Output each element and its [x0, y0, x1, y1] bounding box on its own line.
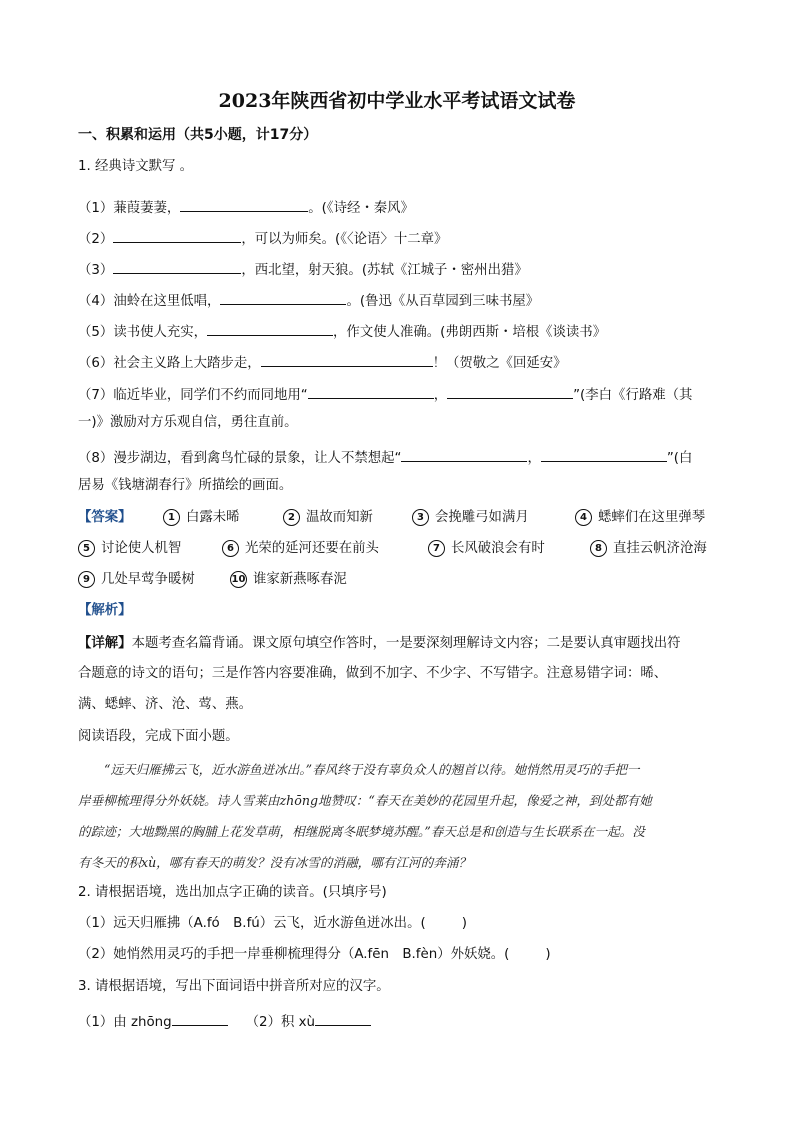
- q2-item-2: （2）她悄然用灵巧的手把一岸垂柳梳理得分（A.fēn B.fèn）外妖娆。( ): [78, 947, 551, 962]
- q1-item-3: （3） ，西北望，射天狼。(苏轼《江城子・密州出猎》: [78, 258, 528, 281]
- answer-item: 5 讨论使人机智: [78, 539, 181, 559]
- passage-line: 的踪迹；大地黝黑的胸脯上花发草萌，相继脱离冬眠梦境苏醒。”春天总是和创造与生长联系在一起。没: [78, 824, 645, 839]
- answer-item: 9 几处早莺争暖树: [78, 570, 195, 590]
- q2-item-1: （1）远天归雁拂（A.fó B.fú）云飞，近水游鱼迸冰出。( ): [78, 916, 467, 931]
- q1-item-5: （5）读书使人充实， ，作文使人准确。(弗朗西斯・培根《谈读书》: [78, 320, 606, 343]
- detail-tag: 【详解】: [78, 636, 132, 651]
- fill-blank[interactable]: [401, 446, 527, 462]
- answer-item: 10 谁家新燕啄春泥: [231, 572, 347, 587]
- passage-line: 有冬天的积xù，哪有春天的萌发？没有冰雪的消融，哪有江河的奔涌？: [78, 855, 472, 870]
- answer-item: 2 温故而知新: [283, 508, 373, 528]
- fill-blank[interactable]: [261, 351, 433, 367]
- q1-item-7: （7）临近毕业，同学们不约而同地用“ ， ”(李白《行路难（其: [78, 383, 692, 406]
- q1-stem: 1. 经典诗文默写 。: [78, 159, 194, 174]
- answer-tag: 【答案】: [78, 510, 132, 525]
- fill-blank[interactable]: [315, 1010, 371, 1026]
- q1-item-8: （8）漫步湖边，看到禽鸟忙碌的景象，让人不禁想起“ ， ”(白: [78, 446, 692, 469]
- fill-blank[interactable]: [180, 196, 308, 212]
- passage-line: “远天归雁拂云飞，近水游鱼迸冰出。”春风终于没有辜负众人的翘首以待。她悄然用灵巧的手把一: [104, 762, 640, 777]
- fill-blank[interactable]: [207, 320, 333, 336]
- fill-blank[interactable]: [220, 289, 346, 305]
- analysis-line: 合题意的诗文的语句；三是作答内容要准确，做到不加字、不少字、不写错字。注意易错字词：晞、: [78, 666, 668, 681]
- passage-line: 岸垂柳梳理得分外妖娆。诗人雪莱由zhōng地赞叹：“春天在美妙的花园里升起，像爱之神，到处都有她: [78, 793, 652, 808]
- q3-items: （1）由 zhōng （2）积 xù: [78, 1010, 371, 1033]
- q1-item-6: （6）社会主义路上大踏步走， ！（贺敬之《回延安》: [78, 351, 567, 374]
- answer-item: 6 光荣的延河还要在前头: [222, 539, 379, 559]
- answer-item: 3 会挽雕弓如满月: [412, 508, 529, 528]
- analysis-line: 【详解】本题考查名篇背诵。课文原句填空作答时，一是要深刻理解诗文内容；二是要认真审题找出符: [78, 636, 681, 651]
- page-title: 2023年陕西省初中学业水平考试语文试卷: [218, 90, 576, 112]
- answer-item: 4 蟋蟀们在这里弹琴: [575, 508, 705, 528]
- reading-passage: [78, 754, 718, 878]
- analysis-tag: 【解析】: [78, 603, 132, 618]
- fill-blank[interactable]: [308, 383, 434, 399]
- q1-item-8-cont: 居易《钱塘湖春行》所描绘的画面。: [78, 478, 293, 493]
- q1-item-4: （4）油蛉在这里低唱， 。(鲁迅《从百草园到三味书屋》: [78, 289, 539, 312]
- fill-blank[interactable]: [541, 446, 667, 462]
- q3-stem: 3. 请根据语境，写出下面词语中拼音所对应的汉字。: [78, 979, 390, 994]
- q2-stem: 2. 请根据语境，选出加点字正确的读音。(只填序号): [78, 885, 387, 900]
- answer-item: 1 白露未晞: [163, 508, 240, 528]
- fill-blank[interactable]: [113, 227, 241, 243]
- q1-item-1: （1）蒹葭萋萋， 。(《诗经・秦风》: [78, 196, 414, 219]
- fill-blank[interactable]: [447, 383, 573, 399]
- reading-intro: 阅读语段，完成下面小题。: [78, 729, 239, 744]
- answer-item: 7 长风破浪会有时: [428, 539, 545, 559]
- section-heading: 一、积累和运用（共5小题，计17分）: [78, 127, 318, 143]
- fill-blank[interactable]: [172, 1010, 228, 1026]
- q1-item-2: （2） ，可以为师矣。(《〈论语〉十二章》: [78, 227, 447, 250]
- fill-blank[interactable]: [113, 258, 241, 274]
- q1-item-7-cont: 一)》激励对方乐观自信，勇往直前。: [78, 415, 298, 430]
- analysis-line: 满、蟋蟀、济、沧、莺、燕。: [78, 697, 253, 712]
- answer-item: 8 直挂云帆济沧海: [590, 539, 707, 559]
